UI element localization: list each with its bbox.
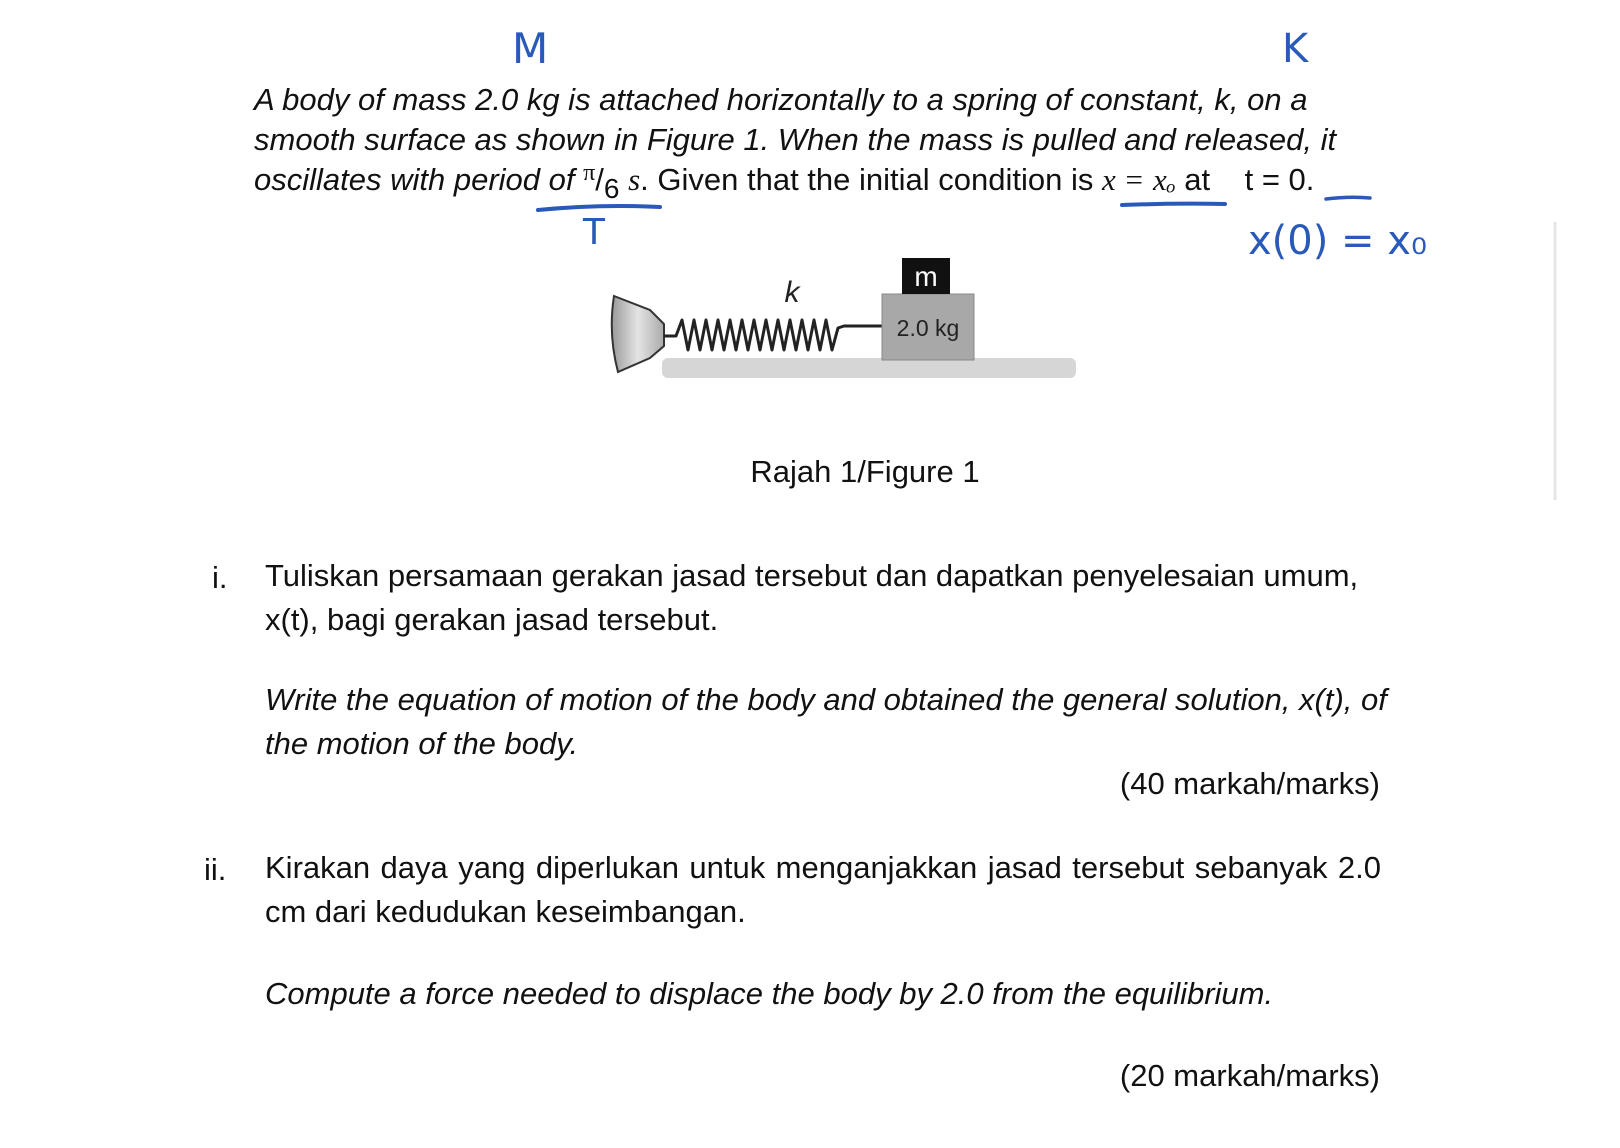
figure-spring-mass xyxy=(600,250,1100,390)
spring-coil xyxy=(664,320,882,350)
condition-x0: xₒ xyxy=(1153,162,1176,197)
question-1-english: Write the equation of motion of the body and obtained the general solution, x(t), of the motion of the body. xyxy=(265,682,1387,761)
question-2-marks: (20 markah/marks) xyxy=(1119,1058,1380,1093)
handwritten-initial-condition: x(0) = x₀ xyxy=(1248,218,1427,264)
block-mass-label: 2.0 kg xyxy=(896,315,960,341)
handwritten-mass-letter: M xyxy=(512,24,549,73)
problem-intro xyxy=(254,80,1434,203)
figure-caption: Rajah 1/Figure 1 xyxy=(750,454,980,489)
question-1-number: i. xyxy=(212,560,228,595)
question-2-number: ii. xyxy=(204,852,227,887)
wall-mount xyxy=(612,296,664,372)
handwritten-period-letter: T xyxy=(583,212,605,253)
question-1-marks: (40 markah/marks) xyxy=(1119,766,1380,801)
intro-line-1: A body of mass 2.0 kg is attached horizontally to a spring of constant, k, on a xyxy=(254,82,1308,117)
question-2-english: Compute a force needed to displace the body by 2.0 from the equilibrium. xyxy=(265,976,1274,1011)
handwritten-spring-letter: K xyxy=(1282,26,1309,72)
mass-tag-label: m xyxy=(914,261,938,292)
condition-t: t = 0. xyxy=(1244,162,1315,197)
question-2-malay: Kirakan daya yang diperlukan untuk menganjakkan jasad tersebut sebanyak 2.0 cm dari kedudukan keseimbangan. xyxy=(265,850,1381,929)
smooth-surface xyxy=(662,358,1076,378)
intro-line-3: oscillates with period of $^\pi$/6 s. Given that the initial condition is x = xₒ at t = 0. xyxy=(254,160,1315,204)
condition-x: x = xyxy=(1101,162,1145,197)
spring-constant-label: k xyxy=(784,276,800,309)
period-unit: s xyxy=(628,162,641,197)
question-1-malay: Tuliskan persamaan gerakan jasad tersebut dan dapatkan penyelesaian umum, x(t), bagi gerakan jasad tersebut. xyxy=(265,558,1359,637)
period-denominator: 6 xyxy=(603,173,620,204)
intro-line-2: smooth surface as shown in Figure 1. When the mass is pulled and released, it xyxy=(254,122,1337,157)
period-numerator: π xyxy=(583,160,596,186)
